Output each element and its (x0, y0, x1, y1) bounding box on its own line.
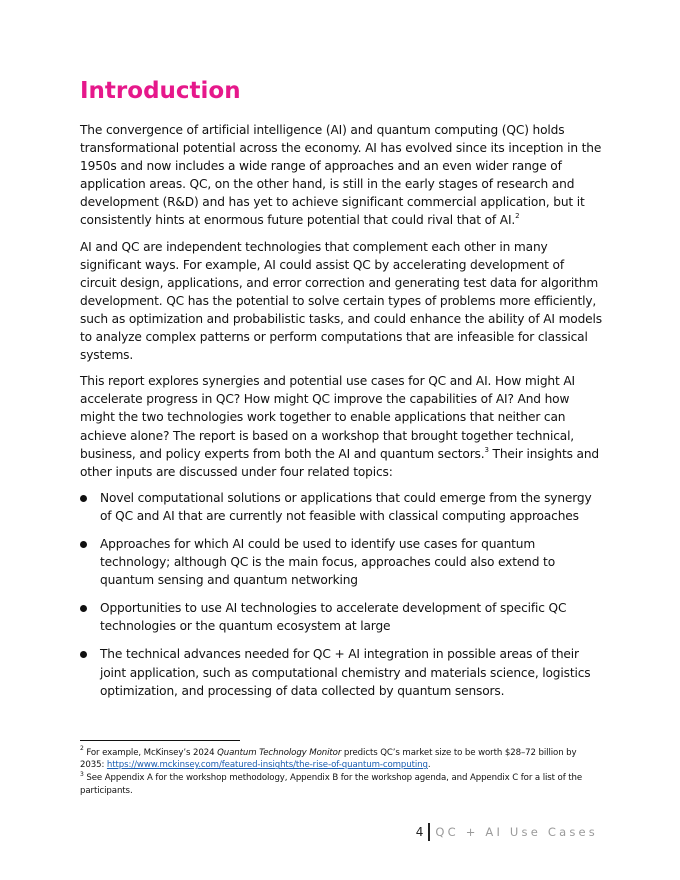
list-item (80, 535, 602, 589)
paragraph-3-text-a: This report explores synergies and potential use cases for QC and AI. How might AI accelerate progress in QC? How might QC improve the capabilities of AI? And how might the two technologies work together to enable applications that neither can achieve alone? The report is based on a workshop that brought together technical, business, and policy experts from both the AI and quantum sectors. (80, 374, 575, 461)
footnote-divider (80, 740, 240, 741)
bullet-icon (80, 495, 87, 502)
footnote-3-text: See Appendix A for the workshop methodology, Appendix B for the workshop agenda, and Appendix C for a list of the participants. (80, 773, 583, 796)
paragraph-1-text: The convergence of artificial intelligence (AI) and quantum computing (QC) holds transformational potential across the economy. AI has evolved since its inception in the 1950s and now includes a wide range of approaches and an even wider range of application areas. QC, on the other hand, is still in the early stages of research and development (R&D) and has yet to achieve significant commercial application, but it consistently hints at enormous future potential that could rival that of AI. (80, 123, 602, 228)
page-number: 4 (415, 825, 424, 839)
footnote-ref-2[interactable]: 2 (515, 212, 520, 221)
body-text (80, 121, 602, 710)
footnote-2-end: . (427, 760, 431, 771)
list-item-text: Opportunities to use AI technologies to accelerate development of specific QC technologies or the quantum ecosystem at large (100, 601, 567, 634)
bullet-icon (80, 605, 87, 612)
footnote-2-text-a: For example, McKinsey’s 2024 (83, 748, 218, 758)
list-item (80, 599, 602, 635)
footnote-2-text-b: predicts QC’s market size to be worth $28–72 billion by 2035: (80, 748, 577, 771)
list-item-text: The technical advances needed for QC + AI integration in possible areas of their joint application, such as computational chemistry and materials science, logistics optimization, and processing of data collected by quantum sensors. (100, 647, 591, 698)
bullet-icon (80, 651, 87, 658)
footer-divider (428, 823, 430, 841)
mckinsey-link[interactable]: https://www.mckinsey.com/featured-insights/the-rise-of-quantum-computing (106, 760, 428, 771)
footnote-2-number: 2 (80, 745, 84, 753)
footnote-3-number: 3 (80, 770, 84, 778)
paragraph-3 (80, 372, 602, 481)
footnote-ref-3[interactable]: 3 (484, 445, 489, 454)
footnote-2-italic: Quantum Technology Monitor (217, 748, 342, 758)
page-title: Introduction (80, 78, 241, 104)
topic-list (80, 489, 602, 700)
footnote-3 (80, 772, 602, 796)
footnote-2 (80, 747, 602, 771)
paragraph-3-text-b: Their insights and other inputs are discussed under four related topics: (80, 446, 599, 479)
page-footer (416, 822, 598, 842)
bullet-icon (80, 541, 87, 548)
list-item (80, 645, 602, 699)
footnotes (80, 747, 602, 798)
list-item-text: Novel computational solutions or applications that could emerge from the synergy of QC and AI that are currently not feasible with classical computing approaches (100, 490, 592, 523)
footer-title: QC + AI Use Cases (435, 825, 598, 839)
list-item-text: Approaches for which AI could be used to identify use cases for quantum technology; although QC is the main focus, approaches could also extend to quantum sensing and quantum networking (100, 536, 555, 588)
list-item (80, 489, 602, 525)
paragraph-1 (80, 121, 602, 230)
paragraph-2: AI and QC are independent technologies that complement each other in many significant ways. For example, AI could assist QC by accelerating development of circuit design, applications, and error correction and generating test data for algorithm development. QC has the potential to solve certain types of problems more efficiently, such as optimization and probabilistic tasks, and could enhance the ability of AI models to analyze complex patterns or perform computations that are infeasible for classical systems. (80, 239, 602, 363)
